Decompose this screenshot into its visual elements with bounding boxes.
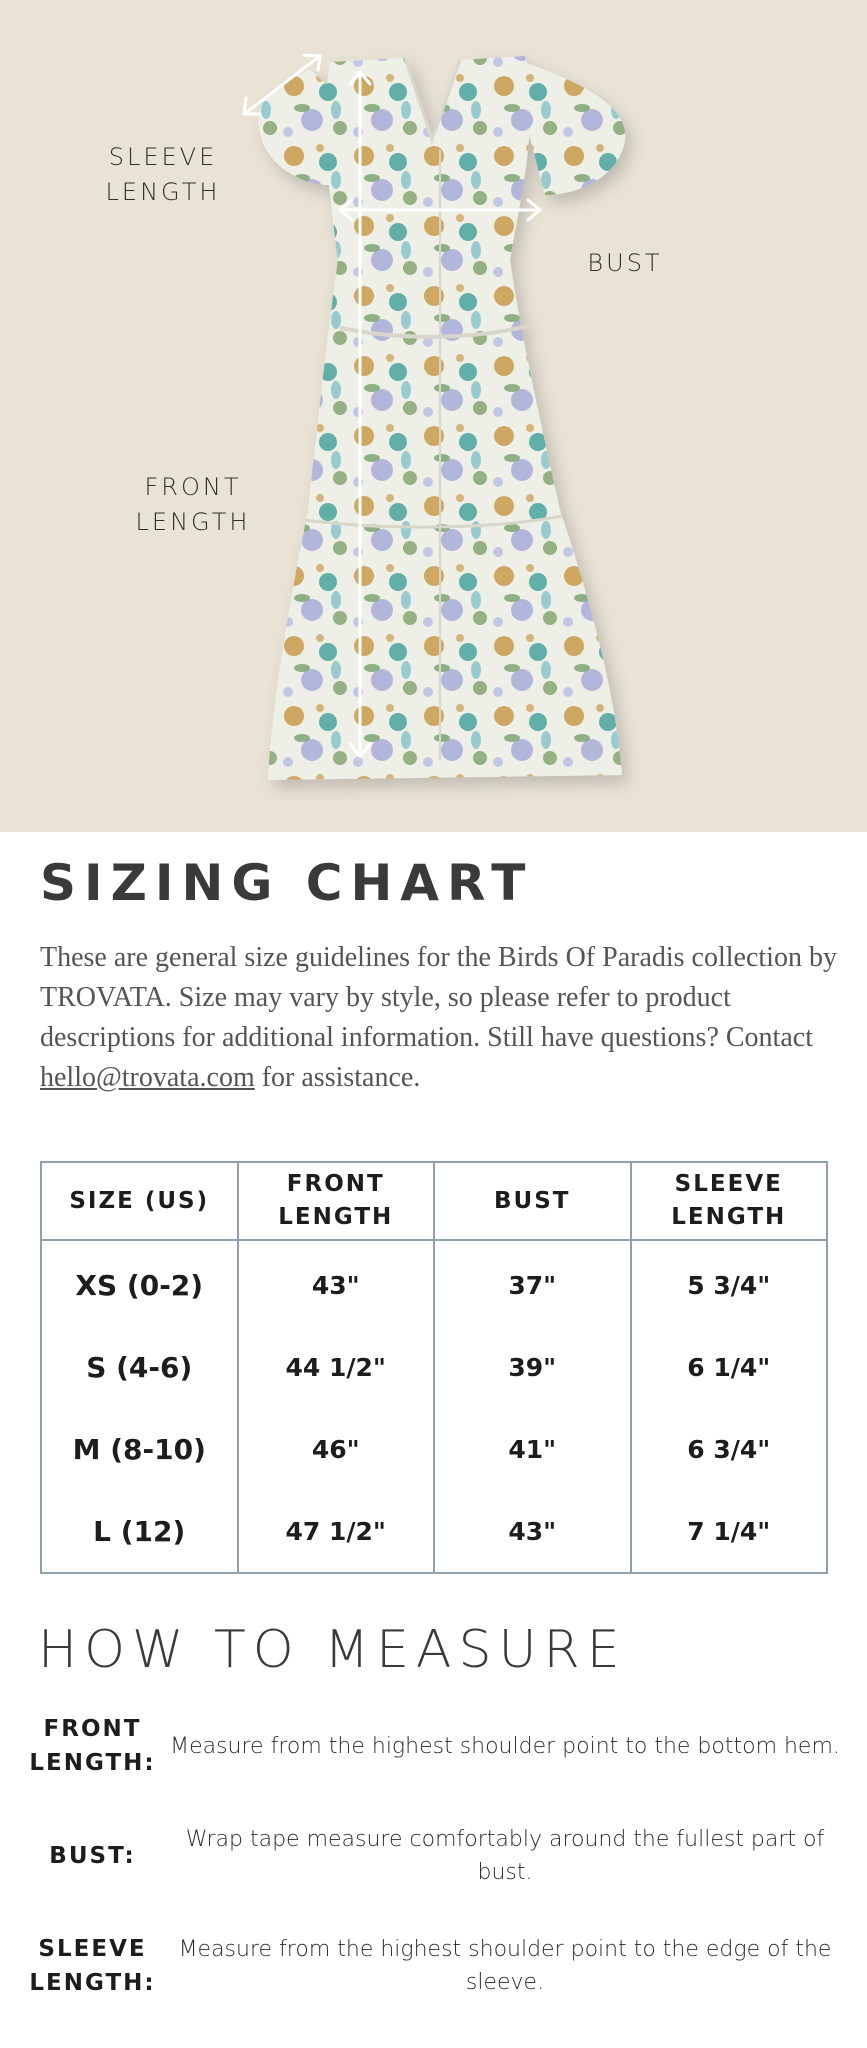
measure-term: FRONT LENGTH: [29, 1716, 156, 1776]
bust-cell: 39" [434, 1326, 631, 1408]
bust-cell: 37" [434, 1240, 631, 1326]
table-row [41, 1326, 827, 1408]
size-cell: S (4-6) [41, 1326, 238, 1408]
header-front-length: FRONT LENGTH [238, 1162, 435, 1240]
sleeve-length-cell: 7 1/4" [631, 1490, 828, 1573]
front-length-cell: 43" [238, 1240, 435, 1326]
measure-item-front-length [30, 1706, 840, 1786]
measure-definition: Measure from the highest shoulder point to the bottom hem. [170, 1733, 840, 1759]
front-length-cell: 47 1/2" [238, 1490, 435, 1573]
sleeve-length-cell: 6 3/4" [631, 1408, 828, 1490]
front-length-cell: 44 1/2" [238, 1326, 435, 1408]
sleeve-length-cell: 6 1/4" [631, 1326, 828, 1408]
table-row [41, 1490, 827, 1573]
table-row [41, 1408, 827, 1490]
size-cell: M (8-10) [41, 1408, 238, 1490]
table-header-row [41, 1162, 827, 1240]
measure-term: SLEEVE LENGTH: [29, 1936, 156, 1996]
size-table [40, 1161, 828, 1574]
measure-definition: Wrap tape measure comfortably around the fullest part of bust. [185, 1827, 825, 1885]
bust-label: BUST [587, 249, 663, 277]
measure-term: BUST: [49, 1843, 136, 1869]
sleeve-length-cell: 5 3/4" [631, 1240, 828, 1326]
header-bust: BUST [434, 1162, 631, 1240]
header-size-us: SIZE (US) [41, 1162, 238, 1240]
bust-cell: 41" [434, 1408, 631, 1490]
sizing-chart-title: SIZING CHART [40, 854, 534, 912]
contact-email-link[interactable]: hello@trovata.com [40, 1062, 255, 1093]
measure-item-bust [30, 1816, 840, 1896]
front-length-label: FRONT LENGTH [135, 473, 251, 536]
sleeve-length-label: SLEEVE LENGTH [105, 143, 221, 206]
front-length-cell: 46" [238, 1408, 435, 1490]
header-sleeve-length: SLEEVE LENGTH [631, 1162, 828, 1240]
size-cell: L (12) [41, 1490, 238, 1573]
measure-item-sleeve-length [30, 1926, 840, 2006]
sizing-intro-text: These are general size guidelines for the Birds Of Paradis collection by TROVATA. Size may vary by style, so please refer to product descriptions for additional information. Still have questions? Contact hello@trovata.com for assistance. [40, 942, 837, 1093]
dress-illustration [0, 0, 867, 832]
bust-cell: 43" [434, 1490, 631, 1573]
dress-sleeve-right [518, 60, 625, 195]
product-hero [0, 0, 867, 832]
measure-definition: Measure from the highest shoulder point to the edge of the sleeve. [178, 1937, 832, 1995]
how-to-measure-title: HOW TO MEASURE [38, 1620, 627, 1680]
size-cell: XS (0-2) [41, 1240, 238, 1326]
table-row [41, 1240, 827, 1326]
